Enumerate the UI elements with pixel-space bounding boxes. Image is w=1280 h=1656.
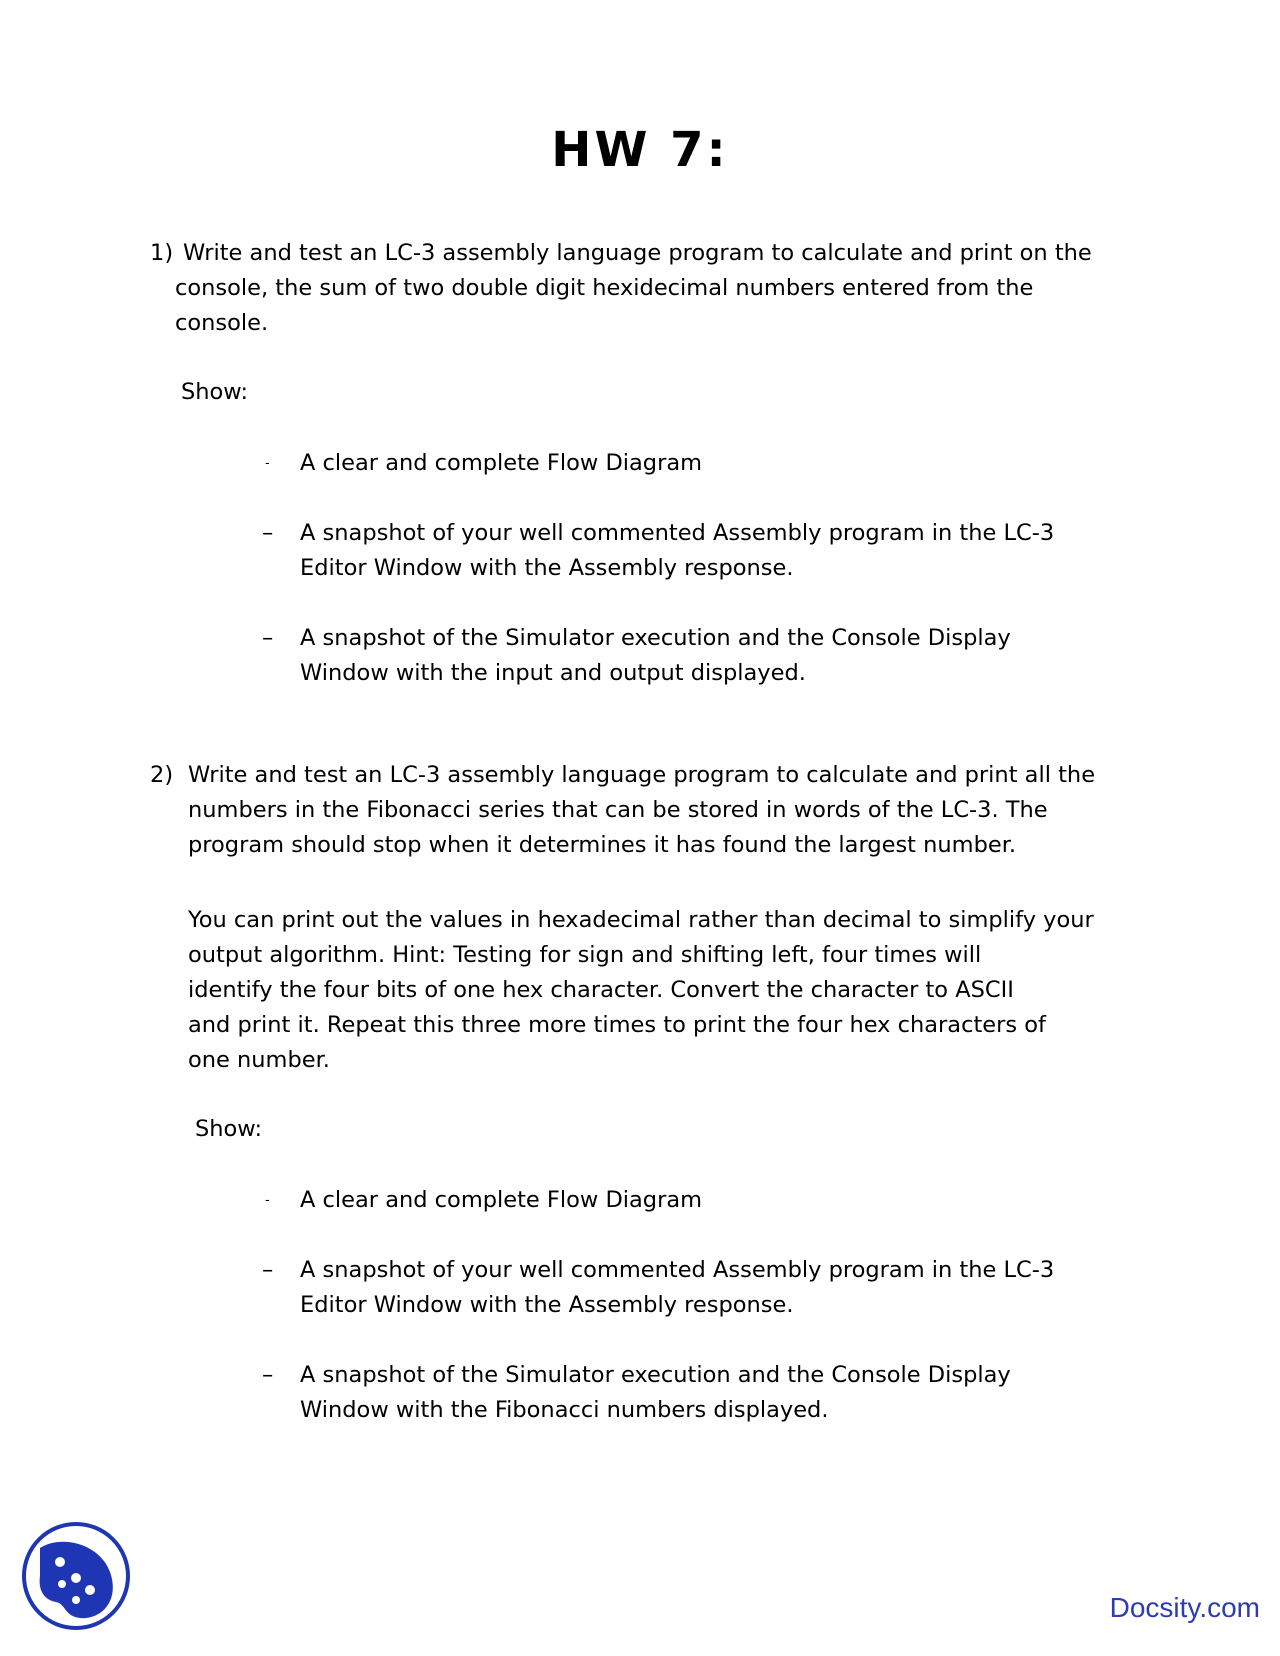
question-1-bullet-3-line-1: A snapshot of the Simulator execution and the Console Display: [300, 625, 1011, 651]
question-2-show-label: Show:: [195, 1116, 263, 1142]
question-1-line-2: console, the sum of two double digit hexidecimal numbers entered from the: [175, 275, 1034, 301]
bullet-dash: –: [262, 1362, 274, 1388]
question-2-hint-line-2: output algorithm. Hint: Testing for sign and shifting left, four times will: [188, 942, 982, 968]
question-2-hint-line-1: You can print out the values in hexadecimal rather than decimal to simplify your: [188, 907, 1094, 933]
question-2-line-2: numbers in the Fibonacci series that can be stored in words of the LC-3. The: [188, 797, 1048, 823]
question-1-number: 1): [150, 240, 174, 266]
question-2-line-1: Write and test an LC-3 assembly language program to calculate and print all the: [188, 762, 1096, 788]
bullet-dash: -: [265, 456, 270, 471]
question-1-line-1: Write and test an LC-3 assembly language program to calculate and print on the: [183, 240, 1092, 266]
question-2-bullet-2-line-2: Editor Window with the Assembly response.: [300, 1292, 794, 1318]
docsity-brand-link[interactable]: Docsity.com: [1109, 1592, 1260, 1623]
question-2-number: 2): [150, 762, 174, 788]
bullet-dash: –: [262, 625, 274, 651]
bullet-dash: –: [262, 520, 274, 546]
question-1-bullet-2-line-2: Editor Window with the Assembly response.: [300, 555, 794, 581]
question-1-bullet-3-line-2: Window with the input and output displayed.: [300, 660, 806, 686]
docsity-logo-icon: [20, 1520, 132, 1632]
question-1-line-3: console.: [175, 310, 269, 336]
question-1-bullet-2-line-1: A snapshot of your well commented Assembly program in the LC-3: [300, 520, 1055, 546]
question-2-line-3: program should stop when it determines it has found the largest number.: [188, 832, 1017, 858]
question-2-bullet-3-line-1: A snapshot of the Simulator execution and the Console Display: [300, 1362, 1011, 1388]
question-1-bullet-1-line-1: A clear and complete Flow Diagram: [300, 450, 703, 476]
question-2-hint-line-4: and print it. Repeat this three more times to print the four hex characters of: [188, 1012, 1046, 1038]
bullet-dash: -: [265, 1193, 270, 1208]
page-title: HW 7:: [551, 122, 729, 178]
question-1-show-label: Show:: [181, 379, 249, 405]
question-2-bullet-3-line-2: Window with the Fibonacci numbers displayed.: [300, 1397, 829, 1423]
question-2-hint-line-5: one number.: [188, 1047, 330, 1073]
question-2-bullet-2-line-1: A snapshot of your well commented Assembly program in the LC-3: [300, 1257, 1055, 1283]
bullet-dash: –: [262, 1257, 274, 1283]
question-2-bullet-1-line-1: A clear and complete Flow Diagram: [300, 1187, 703, 1213]
question-2-hint-line-3: identify the four bits of one hex character. Convert the character to ASCII: [188, 977, 1014, 1003]
